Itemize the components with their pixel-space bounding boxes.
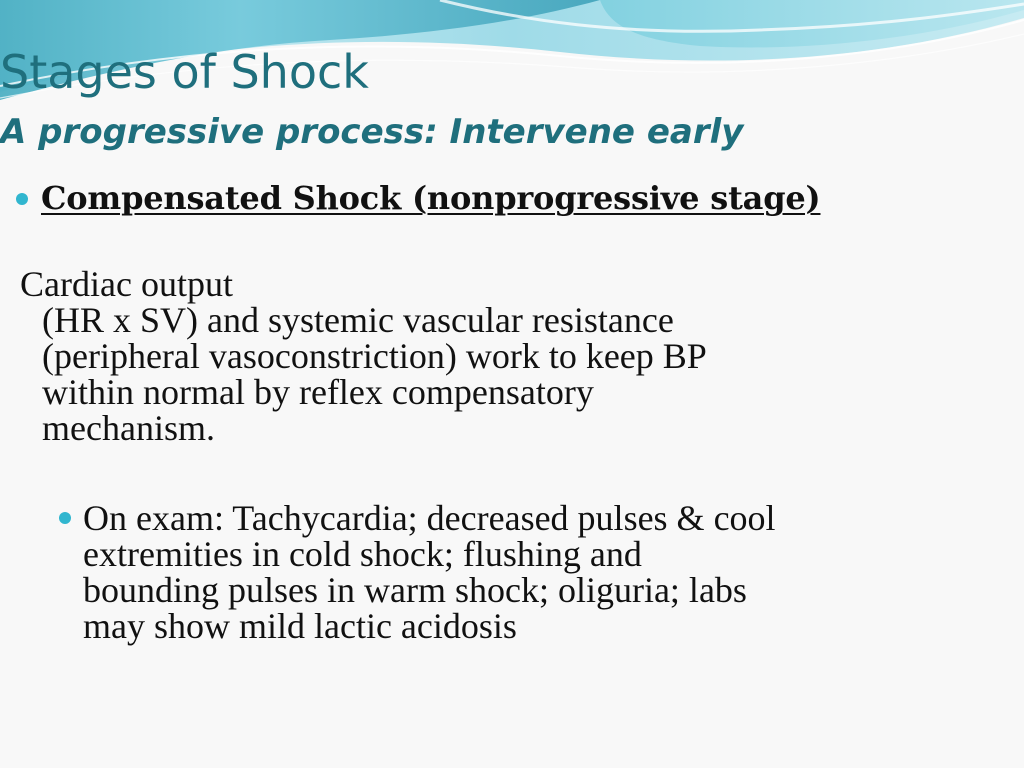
- paragraph-line: (peripheral vasoconstriction) work to keep BP: [42, 336, 707, 376]
- exam-bullet-line: extremities in cold shock; flushing and: [83, 534, 642, 574]
- paragraph-line: Cardiac output: [20, 264, 233, 304]
- paragraph-line: within normal by reflex compensatory: [42, 372, 594, 412]
- section-heading: Compensated Shock (nonprogressive stage): [41, 179, 821, 217]
- bullet-dot-icon: [16, 193, 28, 205]
- body-paragraph: [20, 266, 707, 446]
- exam-bullet-line: may show mild lactic acidosis: [83, 606, 517, 646]
- exam-bullet-line: On exam: Tachycardia; decreased pulses & cool: [83, 498, 776, 538]
- exam-bullet: [83, 500, 776, 644]
- paragraph-line: mechanism.: [42, 408, 215, 448]
- bullet-dot-icon: [59, 512, 71, 524]
- slide-title: Stages of Shock: [0, 45, 369, 99]
- slide-subtitle: A progressive process: Intervene early: [0, 112, 744, 152]
- exam-bullet-line: bounding pulses in warm shock; oliguria; labs: [83, 570, 747, 610]
- paragraph-line: (HR x SV) and systemic vascular resistance: [42, 300, 674, 340]
